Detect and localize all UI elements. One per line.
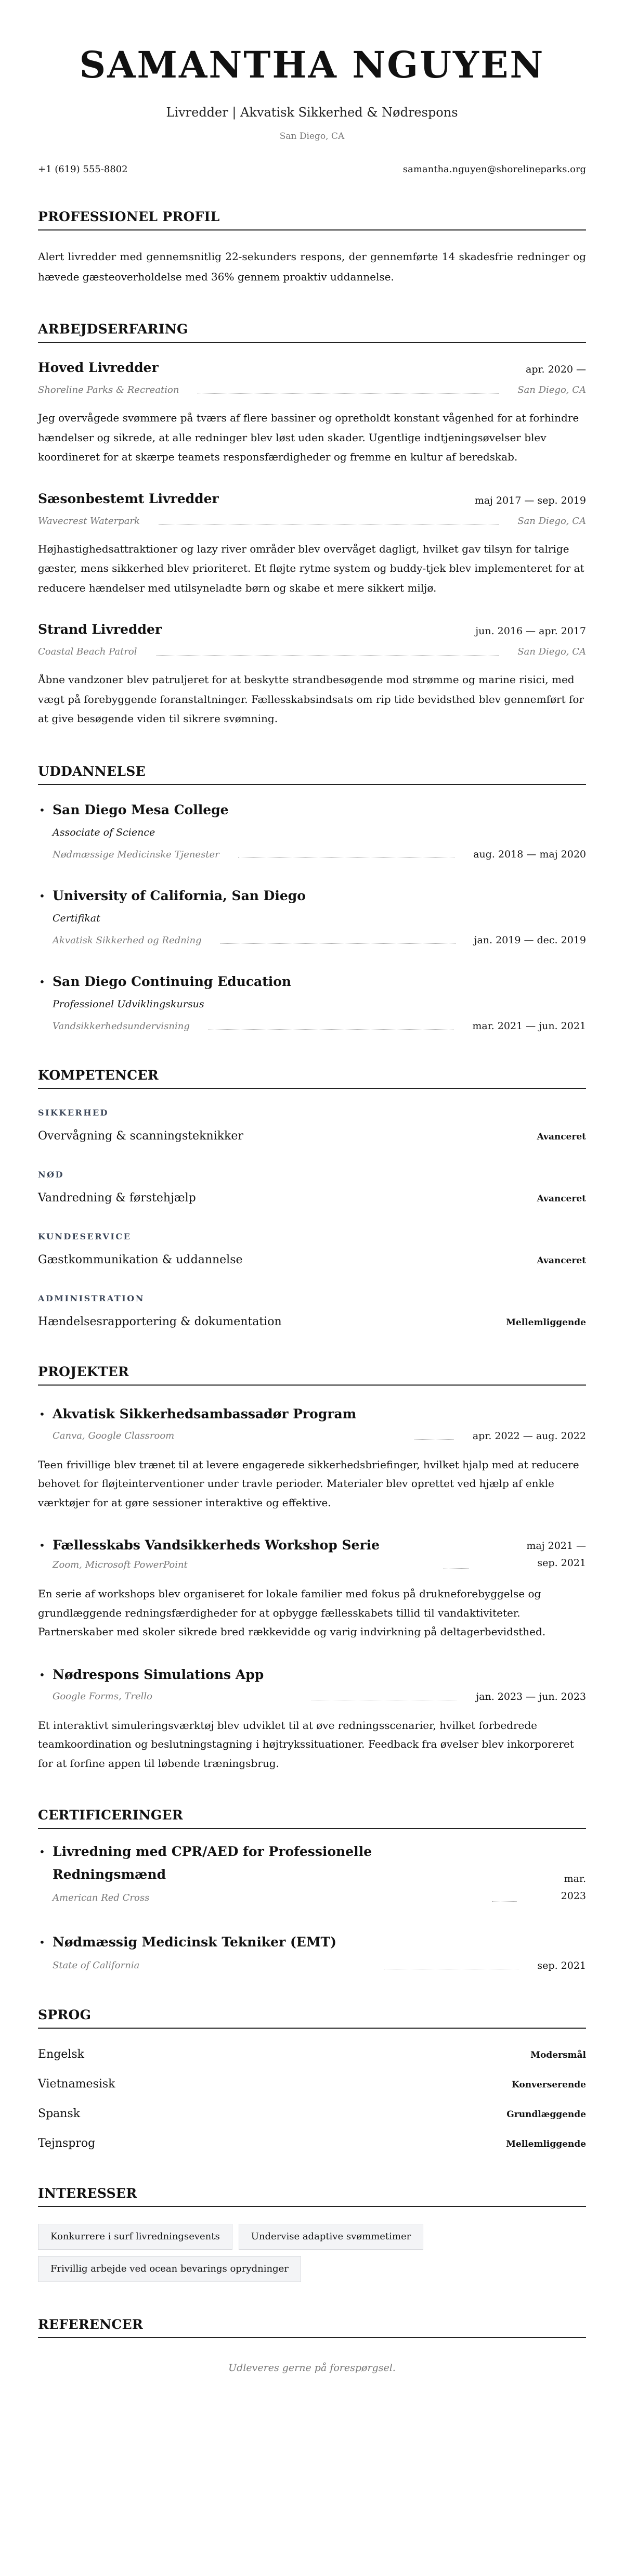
skill-category: ADMINISTRATION <box>38 1293 145 1303</box>
dotted-leader <box>414 1439 454 1440</box>
education-entry <box>38 802 586 861</box>
skill-level: Avanceret <box>537 1131 586 1142</box>
job-description: Højhastighedsattraktioner og lazy river områder blev overvåget dagligt, hvilket gav tilsyn for talrige gæster, mens sikkerhed blev prioriteret. Et fløjte rytme system og buddy-tjek blev implementeret for at reducere hændelser med utilsyneladte børn og skabe et mere sikkert miljø. <box>38 542 584 594</box>
language-name: Spansk <box>38 2107 81 2120</box>
education-entry <box>38 973 586 1033</box>
interest-tag: Frivillig arbejde ved ocean bevarings oprydninger <box>38 2256 301 2282</box>
resume-header <box>38 44 586 176</box>
bullet-icon: • <box>39 1846 45 1858</box>
language-row <box>38 2077 586 2092</box>
skills-section <box>38 1067 586 1329</box>
certifications-section <box>38 1807 586 1972</box>
language-name: Tejnsprog <box>38 2137 96 2150</box>
job-date: maj 2017 — sep. 2019 <box>474 494 586 506</box>
projects-section <box>38 1364 586 1773</box>
field-of-study: Vandsikkerhedsundervisning <box>53 1020 190 1032</box>
language-name: Engelsk <box>38 2048 84 2061</box>
language-row <box>38 2047 586 2062</box>
certification-entry <box>38 1931 586 1972</box>
skill-name: Hændelsesrapportering & dokumentation <box>38 1315 282 1328</box>
school-name: San Diego Mesa College <box>53 802 229 817</box>
candidate-name: SAMANTHA NGUYEN <box>79 43 545 86</box>
section-title: ARBEJDSERFARING <box>38 321 586 343</box>
job-date: jun. 2016 — apr. 2017 <box>475 625 586 637</box>
interest-tag: Undervise adaptive svømmetimer <box>239 2224 423 2250</box>
skill-row <box>38 1191 586 1206</box>
language-level: Grundlæggende <box>506 2109 586 2120</box>
skill-name: Vandredning & førstehjælp <box>38 1191 196 1204</box>
section-title: UDDANNELSE <box>38 763 586 785</box>
dotted-leader <box>492 1901 517 1902</box>
project-entry <box>38 1664 586 1773</box>
language-row <box>38 2107 586 2121</box>
field-of-study: Nødmæssige Medicinske Tjenester <box>53 849 219 860</box>
phone-number[interactable]: +1 (619) 555-8802 <box>38 164 128 175</box>
job-title: Sæsonbestemt Livredder <box>38 491 219 506</box>
project-tools: Canva, Google Classroom <box>53 1430 175 1441</box>
certification-date: mar. 2023 <box>561 1873 586 1902</box>
language-row <box>38 2136 586 2151</box>
section-title: KOMPETENCER <box>38 1067 586 1089</box>
experience-section <box>38 321 586 729</box>
school-name: University of California, San Diego <box>53 888 306 903</box>
certification-issuer: State of California <box>53 1960 140 1971</box>
section-title: REFERENCER <box>38 2316 586 2338</box>
section-title: CERTIFICERINGER <box>38 1807 586 1829</box>
education-date: mar. 2021 — jun. 2021 <box>472 1020 586 1032</box>
language-level: Konverserende <box>512 2080 586 2090</box>
company-name: Shoreline Parks & Recreation <box>38 385 179 395</box>
contact-row <box>38 163 586 176</box>
skill-level: Mellemliggende <box>506 1317 586 1328</box>
candidate-location: San Diego, CA <box>279 131 345 142</box>
dotted-leader <box>159 524 499 525</box>
email-address[interactable]: samantha.nguyen@shorelineparks.org <box>402 164 586 175</box>
bullet-icon: • <box>39 1936 45 1949</box>
job-entry <box>38 360 586 467</box>
skill-name: Gæstkommunikation & uddannelse <box>38 1253 243 1266</box>
bullet-icon: • <box>39 889 45 902</box>
project-tools: Google Forms, Trello <box>53 1690 153 1702</box>
skill-level: Avanceret <box>537 1255 586 1266</box>
profile-section <box>38 209 586 287</box>
interest-tag: Konkurrere i surf livredningsevents <box>38 2224 232 2250</box>
dotted-leader <box>220 943 456 944</box>
company-name: Wavecrest Waterpark <box>38 515 140 527</box>
language-name: Vietnamesisk <box>38 2078 115 2091</box>
project-entry <box>38 1403 586 1513</box>
education-entry <box>38 888 586 947</box>
job-description: Jeg overvågede svømmere på tværs af flere bassiner og opretholdt konstant vågenhed for at forhindre hændelser og sikrede, at alle redninger blev løst uden skader. Ugentlige indtjeningsøvelser blev koordineret for at skærpe teamets responsfærdigheder og fremme en kultur af beredskab. <box>38 412 579 463</box>
skill-row <box>38 1253 586 1267</box>
languages-section <box>38 2007 586 2151</box>
profile-text: Alert livredder med gennemsnitlig 22-sekunders respons, der gennemførte 14 skadesfrie redninger og hævede gæsteoverholdelse med 36% gennem proaktiv uddannelse. <box>38 250 586 283</box>
skill-category: SIKKERHED <box>38 1107 109 1118</box>
job-location: San Diego, CA <box>517 646 586 657</box>
project-date: jan. 2023 — jun. 2023 <box>476 1690 586 1702</box>
dotted-leader <box>238 857 454 858</box>
project-date: maj 2021 — sep. 2021 <box>526 1540 586 1569</box>
project-name: Akvatisk Sikkerhedsambassadør Program <box>53 1406 357 1421</box>
job-title: Hoved Livredder <box>38 360 159 375</box>
skill-row <box>38 1315 586 1329</box>
certification-issuer: American Red Cross <box>53 1892 150 1903</box>
dotted-leader <box>444 1568 469 1569</box>
project-tools: Zoom, Microsoft PowerPoint <box>53 1559 188 1570</box>
candidate-headline: Livredder | Akvatisk Sikkerhed & Nødrespons <box>166 105 458 120</box>
language-level: Mellemliggende <box>506 2139 586 2149</box>
job-entry <box>38 621 586 729</box>
section-title: PROJEKTER <box>38 1364 586 1386</box>
job-entry <box>38 491 586 598</box>
education-section <box>38 763 586 1033</box>
certification-name: Livredning med CPR/AED for Professionelle Redningsmænd <box>53 1844 372 1882</box>
language-level: Modersmål <box>530 2050 586 2060</box>
skill-row <box>38 1129 586 1144</box>
section-title: SPROG <box>38 2007 586 2029</box>
skill-level: Avanceret <box>537 1193 586 1204</box>
project-name: Fællesskabs Vandsikkerheds Workshop Serie <box>53 1537 380 1553</box>
skill-name: Overvågning & scanningsteknikker <box>38 1129 243 1143</box>
job-date: apr. 2020 — <box>526 364 586 375</box>
bullet-icon: • <box>39 1539 45 1552</box>
degree: Professionel Udviklingskursus <box>53 998 204 1010</box>
project-description: Teen frivillige blev trænet til at levere engagerede sikkerhedsbriefinger, hvilket hjalp med at reducere behovet for fløjteinterventioner under travle perioder. Materialer blev oprettet ved hjælp af enkle værktøjer for at gøre sessioner interaktive og effektive. <box>38 1458 579 1509</box>
dotted-leader <box>156 655 499 656</box>
interests-section <box>38 2185 586 2282</box>
project-entry <box>38 1534 586 1642</box>
project-date: apr. 2022 — aug. 2022 <box>472 1430 586 1442</box>
section-title: INTERESSER <box>38 2185 586 2207</box>
skill-category: NØD <box>38 1169 64 1180</box>
dotted-leader <box>198 393 499 394</box>
degree: Certifikat <box>53 912 100 924</box>
job-location: San Diego, CA <box>517 515 586 527</box>
dotted-leader <box>209 1029 453 1030</box>
degree: Associate of Science <box>53 826 155 838</box>
project-name: Nødrespons Simulations App <box>53 1667 264 1682</box>
skill-category: KUNDESERVICE <box>38 1231 132 1241</box>
school-name: San Diego Continuing Education <box>53 973 292 989</box>
bullet-icon: • <box>39 803 45 816</box>
job-location: San Diego, CA <box>517 385 586 395</box>
bullet-icon: • <box>39 1407 45 1420</box>
job-title: Strand Livredder <box>38 622 162 637</box>
project-description: Et interaktivt simuleringsværktøj blev udviklet til at øve redningsscenarier, hvilket forbedrede teamkoordination og beslutningstagning i højtrykssituationer. Feedback fra øvelser blev inkorporeret for at forfine appen til løbende træningsbrug. <box>38 1719 574 1770</box>
section-title: PROFESSIONEL PROFIL <box>38 209 586 230</box>
certification-entry <box>38 1840 586 1905</box>
certification-name: Nødmæssig Medicinsk Tekniker (EMT) <box>53 1934 336 1950</box>
education-date: jan. 2019 — dec. 2019 <box>474 934 586 946</box>
bullet-icon: • <box>39 1668 45 1681</box>
references-note: Udleveres gerne på forespørgsel. <box>228 2362 396 2374</box>
interest-tags <box>38 2224 485 2282</box>
certification-date: sep. 2021 <box>537 1960 586 1971</box>
field-of-study: Akvatisk Sikkerhed og Redning <box>53 934 202 946</box>
job-description: Åbne vandzoner blev patruljeret for at beskytte strandbesøgende mod strømme og marine risici, med vægt på forebyggende foranstaltninger. Fællesskabsindsats om rip tide bevidsthed blev gennemført for at give besøgende viden til sikrere svømning. <box>38 673 584 725</box>
education-date: aug. 2018 — maj 2020 <box>473 848 586 860</box>
bullet-icon: • <box>39 975 45 988</box>
project-description: En serie af workshops blev organiseret for lokale familier med fokus på drukneforebyggelse og grundlæggende redningsfærdigheder for at opbygge fællesskabets tillid til vandaktiviteter. Partnerskaber med skoler sikrede bred rækkevidde og varig indvirkning på deltagerbevidsthed. <box>38 1587 546 1638</box>
company-name: Coastal Beach Patrol <box>38 646 137 657</box>
references-section <box>38 2316 586 2374</box>
